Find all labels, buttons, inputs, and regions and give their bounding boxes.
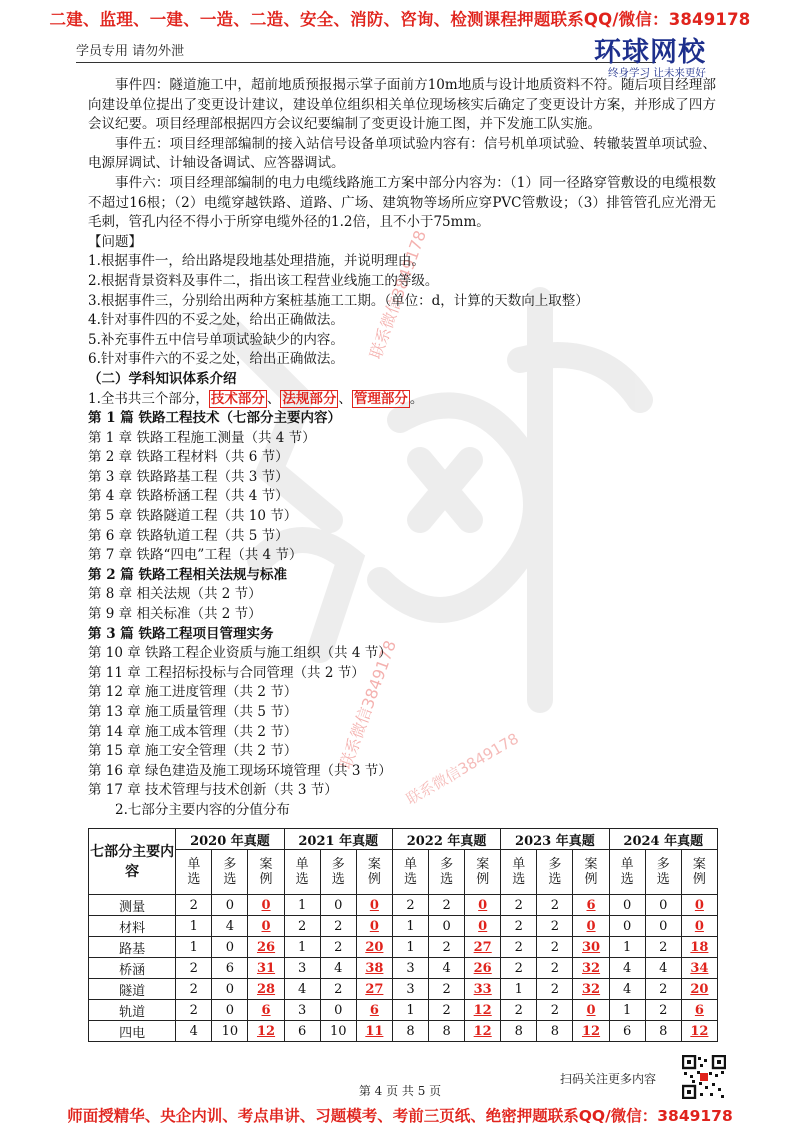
subheader-cell <box>356 850 392 895</box>
case-score-cell: 0 <box>465 895 501 916</box>
single-choice-cell: 2 <box>501 916 537 937</box>
event-6: 事件六：项目经理部编制的电力电缆线路施工方案中部分内容为：（1）同一径路穿管敷设的电缆根数不超过16根；（2）电缆穿越铁路、道路、广场、建筑物等场所应穿PVC管敷设；（3）排管管孔应光滑无毛刺，管孔内径不得小于所穿电缆外径的1.2倍，且不小于75mm。 <box>88 174 716 231</box>
event-4: 事件四：隧道施工中，超前地质预报揭示掌子面前方10m地质与设计地质资料不符。随后项目经理部向建设单位提出了变更设计建议，建设单位组织相关单位现场核实后确定了变更设计方案，并形成了四方会议纪要。项目经理部根据四方会议纪要编制了变更设计施工图，并下发施工队实施。 <box>88 77 716 133</box>
chapter-item: 第 13 章 施工质量管理（共 5 节） <box>88 704 298 720</box>
part-tech: 技术部分 <box>210 390 265 407</box>
single-choice-cell: 2 <box>501 895 537 916</box>
single-choice-cell: 4 <box>176 1021 212 1042</box>
case-score-cell: 11 <box>356 1021 392 1042</box>
subheader-cell <box>212 850 248 895</box>
case-score-cell: 27 <box>465 937 501 958</box>
single-choice-cell: 3 <box>284 958 320 979</box>
case-score-cell: 12 <box>465 1000 501 1021</box>
subheader-cell <box>392 850 428 895</box>
single-choice-cell: 0 <box>609 895 645 916</box>
case-score-cell: 28 <box>248 979 284 1000</box>
case-score-cell: 6 <box>573 895 609 916</box>
case-score-cell: 0 <box>573 1000 609 1021</box>
single-choice-cell: 4 <box>284 979 320 1000</box>
case-score-cell: 12 <box>681 1021 717 1042</box>
single-choice-cell: 4 <box>609 958 645 979</box>
content-name-cell: 轨道 <box>89 1000 176 1021</box>
single-choice-cell: 2 <box>392 895 428 916</box>
chapter-item: 第 2 章 铁路工程材料（共 6 节） <box>88 449 289 466</box>
single-choice-cell: 2 <box>176 895 212 916</box>
question-item: 1.根据事件一，给出路堤段地基处理措施，并说明理由。 <box>88 253 425 270</box>
subheader-cell <box>645 850 681 895</box>
table-row <box>89 1000 718 1021</box>
subheader-cell <box>573 850 609 895</box>
parts-intro-prefix: 1.全书共三个部分， <box>88 390 209 407</box>
section-title: （二）学科知识体系介绍 <box>88 370 237 387</box>
chapter-item: 第 12 章 施工进度管理（共 2 节） <box>88 684 298 701</box>
subheader-cell <box>429 850 465 895</box>
multi-choice-cell: 2 <box>537 895 573 916</box>
single-choice-cell: 6 <box>609 1021 645 1042</box>
single-choice-cell: 2 <box>176 958 212 979</box>
document-body <box>88 76 716 821</box>
subheader-char: 例 <box>692 872 706 887</box>
chapter-item: 第 16 章 绿色建造及施工现场环境管理（共 3 节） <box>88 762 392 779</box>
subheader-cell <box>248 850 284 895</box>
event-5: 事件五：项目经理部编制的接入站信号设备单项试验内容有：信号机单项试验、转辙装置单项试验、电源屏调试、计轴设备调试、应答器调试。 <box>88 135 716 172</box>
subheader-char: 选 <box>295 872 309 887</box>
multi-choice-cell: 0 <box>645 895 681 916</box>
case-score-cell: 6 <box>356 1000 392 1021</box>
multi-choice-cell: 2 <box>537 979 573 1000</box>
score-distribution-table <box>88 828 718 1042</box>
multi-choice-cell: 4 <box>645 958 681 979</box>
multi-choice-cell: 4 <box>429 958 465 979</box>
parts-intro <box>88 390 716 410</box>
multi-choice-cell: 0 <box>212 1000 248 1021</box>
subheader-char: 选 <box>440 872 454 887</box>
table-row <box>89 979 718 1000</box>
single-choice-cell: 8 <box>501 1021 537 1042</box>
header-divider <box>76 62 656 63</box>
subheader-cell <box>284 850 320 895</box>
content-name-cell: 隧道 <box>89 979 176 1000</box>
multi-choice-cell: 0 <box>212 895 248 916</box>
multi-choice-cell: 10 <box>212 1021 248 1042</box>
multi-choice-cell: 0 <box>212 937 248 958</box>
part-law: 法规部分 <box>282 390 337 407</box>
subheader-char: 例 <box>476 872 490 887</box>
case-score-cell: 20 <box>356 937 392 958</box>
chapter-item: 第 8 章 相关法规（共 2 节） <box>88 586 262 603</box>
subheader-char: 案 <box>584 857 598 872</box>
top-banner: 二建、监理、一建、一造、二造、安全、消防、咨询、检测课程押题联系QQ/微信：3849178 <box>49 10 751 29</box>
year-header: 2024 年真题 <box>609 829 717 850</box>
multi-choice-cell: 2 <box>429 979 465 1000</box>
multi-choice-cell: 2 <box>429 1000 465 1021</box>
multi-choice-cell: 2 <box>645 937 681 958</box>
chapter-item: 第 15 章 施工安全管理（共 2 节） <box>88 743 298 760</box>
case-score-cell: 0 <box>573 916 609 937</box>
single-choice-cell: 1 <box>609 937 645 958</box>
single-choice-cell: 1 <box>176 916 212 937</box>
single-choice-cell: 2 <box>501 937 537 958</box>
content-name-cell: 测量 <box>89 895 176 916</box>
chapter-item: 第 7 章 铁路“四电”工程（共 4 节） <box>88 547 303 564</box>
chapter-item: 第 1 章 铁路工程施工测量（共 4 节） <box>88 429 316 446</box>
case-score-cell: 0 <box>248 916 284 937</box>
logo <box>586 30 736 80</box>
case-score-cell: 27 <box>356 979 392 1000</box>
multi-choice-cell: 0 <box>320 1000 356 1021</box>
table-caption: 2.七部分主要内容的分值分布 <box>115 801 290 818</box>
year-header: 2020 年真题 <box>176 829 284 850</box>
subheader-char: 选 <box>187 872 201 887</box>
single-choice-cell: 1 <box>176 937 212 958</box>
case-score-cell: 12 <box>465 1021 501 1042</box>
case-score-cell: 0 <box>248 895 284 916</box>
case-score-cell: 6 <box>248 1000 284 1021</box>
subheader-char: 选 <box>620 872 634 887</box>
single-choice-cell: 3 <box>392 979 428 1000</box>
multi-choice-cell: 8 <box>645 1021 681 1042</box>
single-choice-cell: 1 <box>392 1000 428 1021</box>
single-choice-cell: 2 <box>284 916 320 937</box>
multi-choice-cell: 2 <box>537 1000 573 1021</box>
question-heading: 【问题】 <box>88 233 142 250</box>
table-row <box>89 937 718 958</box>
multi-choice-cell: 2 <box>537 916 573 937</box>
chapter-item: 第 17 章 技术管理与技术创新（共 3 节） <box>88 782 338 799</box>
table-row <box>89 958 718 979</box>
case-score-cell: 20 <box>681 979 717 1000</box>
part-mgmt: 管理部分 <box>353 390 408 407</box>
single-choice-cell: 6 <box>284 1021 320 1042</box>
book-3-title: 第 3 篇 铁路工程项目管理实务 <box>88 625 274 642</box>
chapter-item: 第 3 章 铁路路基工程（共 3 节） <box>88 468 289 485</box>
bottom-banner: 师面授精华、央企内训、考点串讲、习题模考、考前三页纸、绝密押题联系QQ/微信：3849178 <box>67 1107 733 1125</box>
case-score-cell: 26 <box>248 937 284 958</box>
subheader-char: 多 <box>440 857 454 872</box>
question-item: 6.针对事件六的不妥之处，给出正确做法。 <box>88 351 344 368</box>
content-name-cell: 桥涵 <box>89 958 176 979</box>
separator: 、 <box>266 390 281 407</box>
single-choice-cell: 3 <box>284 1000 320 1021</box>
question-item: 5.补充事件五中信号单项试验缺少的内容。 <box>88 331 344 348</box>
logo-slogan: 终身学习 让未来更好 <box>608 67 706 79</box>
single-choice-cell: 8 <box>392 1021 428 1042</box>
multi-choice-cell: 0 <box>645 916 681 937</box>
single-choice-cell: 1 <box>609 1000 645 1021</box>
logo-name: 环球网校 <box>594 37 706 68</box>
subheader-char: 单 <box>295 857 309 872</box>
case-score-cell: 0 <box>356 895 392 916</box>
subheader-char: 例 <box>367 872 381 887</box>
single-choice-cell: 2 <box>501 1000 537 1021</box>
subheader-char: 案 <box>259 857 273 872</box>
multi-choice-cell: 2 <box>645 979 681 1000</box>
chapter-item: 第 14 章 施工成本管理（共 2 节） <box>88 723 298 740</box>
subheader-cell <box>320 850 356 895</box>
separator: 、 <box>338 390 352 407</box>
subheader-cell <box>501 850 537 895</box>
chapter-item: 第 9 章 相关标准（共 2 节） <box>88 606 262 623</box>
case-score-cell: 38 <box>356 958 392 979</box>
subheader-char: 多 <box>223 857 237 872</box>
multi-choice-cell: 2 <box>537 958 573 979</box>
single-choice-cell: 1 <box>284 895 320 916</box>
multi-choice-cell: 2 <box>429 895 465 916</box>
table-corner-header: 七部分主要内容 <box>89 829 176 895</box>
single-choice-cell: 2 <box>176 1000 212 1021</box>
multi-choice-cell: 10 <box>320 1021 356 1042</box>
multi-choice-cell: 4 <box>320 958 356 979</box>
case-score-cell: 33 <box>465 979 501 1000</box>
content-name-cell: 路基 <box>89 937 176 958</box>
subheader-char: 例 <box>584 872 598 887</box>
multi-choice-cell: 6 <box>212 958 248 979</box>
subheader-char: 选 <box>512 872 526 887</box>
single-choice-cell: 3 <box>392 958 428 979</box>
multi-choice-cell: 2 <box>537 937 573 958</box>
subheader-char: 例 <box>259 872 273 887</box>
multi-choice-cell: 0 <box>212 979 248 1000</box>
multi-choice-cell: 2 <box>645 1000 681 1021</box>
multi-choice-cell: 8 <box>537 1021 573 1042</box>
subheader-char: 单 <box>620 857 634 872</box>
single-choice-cell: 2 <box>501 958 537 979</box>
parts-intro-end: 。 <box>409 390 424 407</box>
book-2-title: 第 2 篇 铁路工程相关法规与标准 <box>88 566 287 583</box>
case-score-cell: 32 <box>573 958 609 979</box>
multi-choice-cell: 2 <box>320 916 356 937</box>
chapter-item: 第 6 章 铁路轨道工程（共 5 节） <box>88 527 289 544</box>
subheader-char: 多 <box>656 857 670 872</box>
subheader-char: 选 <box>331 872 345 887</box>
multi-choice-cell: 0 <box>429 916 465 937</box>
subheader-cell <box>537 850 573 895</box>
subheader-char: 单 <box>187 857 201 872</box>
year-header: 2021 年真题 <box>284 829 392 850</box>
single-choice-cell: 1 <box>284 937 320 958</box>
question-item: 2.根据背景资料及事件二，指出该工程营业线施工的等级。 <box>88 272 439 289</box>
multi-choice-cell: 8 <box>429 1021 465 1042</box>
subheader-cell <box>465 850 501 895</box>
scan-prompt: 扫码关注更多内容 <box>560 1072 657 1086</box>
subheader-cell <box>176 850 212 895</box>
chapter-item: 第 10 章 铁路工程企业资质与施工组织（共 4 节） <box>88 645 392 662</box>
subheader-char: 选 <box>223 872 237 887</box>
content-name-cell: 材料 <box>89 916 176 937</box>
multi-choice-cell: 4 <box>212 916 248 937</box>
header-notice: 学员专用 请勿外泄 <box>76 44 185 59</box>
subheader-char: 多 <box>548 857 562 872</box>
single-choice-cell: 4 <box>609 979 645 1000</box>
subheader-char: 案 <box>692 857 706 872</box>
subheader-cell <box>681 850 717 895</box>
case-score-cell: 0 <box>681 895 717 916</box>
case-score-cell: 30 <box>573 937 609 958</box>
chapter-item: 第 5 章 铁路隧道工程（共 10 节） <box>88 508 298 525</box>
case-score-cell: 32 <box>573 979 609 1000</box>
subheader-char: 案 <box>367 857 381 872</box>
single-choice-cell: 2 <box>176 979 212 1000</box>
book-1-title: 第 1 篇 铁路工程技术（七部分主要内容） <box>88 410 341 427</box>
single-choice-cell: 0 <box>609 916 645 937</box>
single-choice-cell: 1 <box>392 916 428 937</box>
year-header: 2023 年真题 <box>501 829 609 850</box>
single-choice-cell: 1 <box>501 979 537 1000</box>
case-score-cell: 0 <box>681 916 717 937</box>
multi-choice-cell: 2 <box>320 979 356 1000</box>
table-body <box>89 895 718 1042</box>
case-score-cell: 26 <box>465 958 501 979</box>
case-score-cell: 6 <box>681 1000 717 1021</box>
subheader-char: 案 <box>476 857 490 872</box>
case-score-cell: 18 <box>681 937 717 958</box>
chapter-item: 第 4 章 铁路桥涵工程（共 4 节） <box>88 488 289 505</box>
watermark-text: 联系微信3849178 <box>335 637 401 772</box>
subheader-char: 单 <box>512 857 526 872</box>
case-score-cell: 31 <box>248 958 284 979</box>
subheader-cell <box>609 850 645 895</box>
watermark-text: 联系微信3849178 <box>403 729 522 809</box>
case-score-cell: 12 <box>573 1021 609 1042</box>
multi-choice-cell: 2 <box>320 937 356 958</box>
table-row <box>89 1021 718 1042</box>
question-item: 4.针对事件四的不妥之处，给出正确做法。 <box>88 312 344 329</box>
single-choice-cell: 1 <box>392 937 428 958</box>
subheader-char: 选 <box>548 872 562 887</box>
subheader-char: 选 <box>656 872 670 887</box>
table-row <box>89 895 718 916</box>
table-header-row <box>89 829 718 850</box>
table-subheader-row <box>89 850 718 895</box>
subheader-char: 选 <box>403 872 417 887</box>
multi-choice-cell: 2 <box>429 937 465 958</box>
case-score-cell: 34 <box>681 958 717 979</box>
watermark-text: 联系微信3849178 <box>365 227 431 362</box>
question-item: 3.根据事件三，分别给出两种方案桩基施工工期。（单位：d，计算的天数向上取整） <box>88 292 589 309</box>
subheader-char: 单 <box>403 857 417 872</box>
content-name-cell: 四电 <box>89 1021 176 1042</box>
multi-choice-cell: 0 <box>320 895 356 916</box>
subheader-char: 多 <box>331 857 345 872</box>
page-number: 第 4 页 共 5 页 <box>358 1084 442 1098</box>
case-score-cell: 12 <box>248 1021 284 1042</box>
chapter-item: 第 11 章 工程招标投标与合同管理（共 2 节） <box>88 664 365 681</box>
table-row <box>89 916 718 937</box>
case-score-cell: 0 <box>356 916 392 937</box>
year-header: 2022 年真题 <box>392 829 500 850</box>
case-score-cell: 0 <box>465 916 501 937</box>
